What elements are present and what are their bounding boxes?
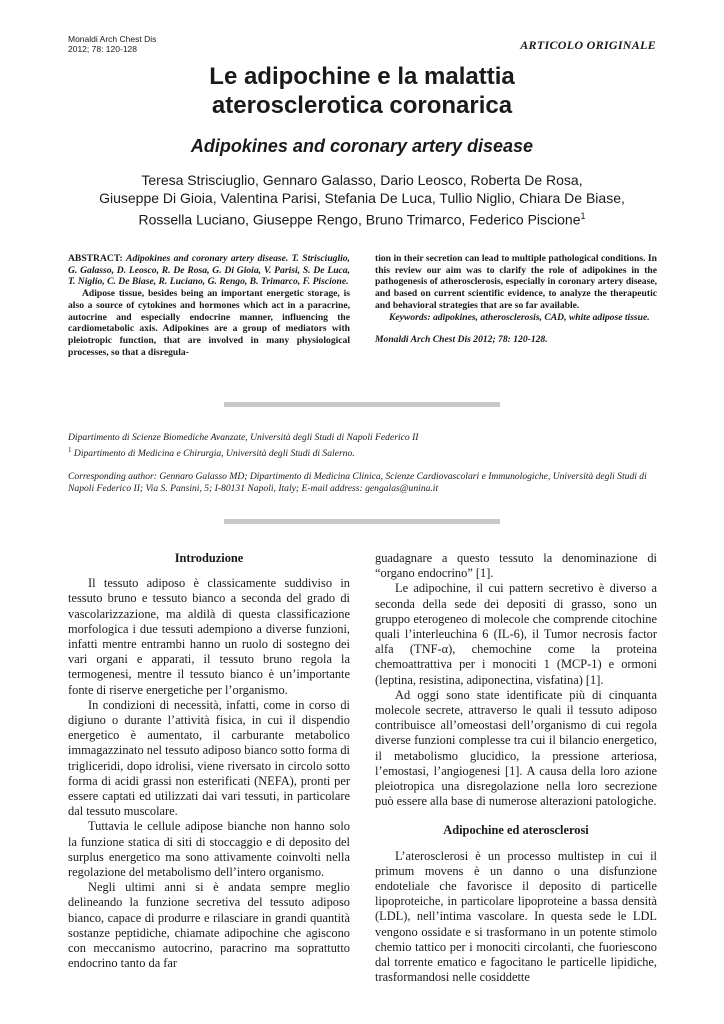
body-left-column bbox=[68, 551, 350, 971]
separator-rule bbox=[224, 402, 500, 407]
authors-line-3: Rossella Luciano, Giuseppe Rengo, Bruno Trimarco, Federico Piscione bbox=[138, 211, 581, 228]
section-heading-atherosclerosis: Adipochine ed aterosclerosi bbox=[443, 823, 589, 838]
abstract-keywords: Keywords: adipokines, atherosclerosis, CAD, white adipose tissue. bbox=[389, 311, 650, 323]
author-list bbox=[60, 171, 664, 229]
paragraph: In condizioni di necessità, infatti, come in corso di digiuno o durante l’attività fisica, in cui il dispendio energetico è aumentato, il carburante metabolico immagazzinato nel tessuto adiposo bianco sotto forma di trigliceridi, dopo idrolisi, viene riversato in circolo sotto forma di acidi grassi non esterificati (NEFA), pronti per essere captati ed utilizzati dai vari tessuti, in particolare dal tessuto muscolare. bbox=[68, 697, 350, 819]
journal-name: Monaldi Arch Chest Dis bbox=[68, 34, 157, 44]
abstract-left-column bbox=[68, 253, 350, 358]
body-right-column bbox=[375, 551, 657, 985]
affiliation-mark-2: 1 bbox=[68, 446, 72, 454]
section-label: ARTICOLO ORIGINALE bbox=[520, 38, 656, 52]
abstract-body-right: tion in their secretion can lead to multiple pathological conditions. In this review our aim was to clarify the role of adipokines in the pathogenesis of atherosclerosis, especially in coronary artery disease, and based on current scientific evidence, to analyze the therapeutic and behavioral strategies that are so far available. bbox=[375, 253, 657, 311]
affiliation-2: Dipartimento di Medicina e Chirurgia, Università degli Studi di Salerno. bbox=[71, 448, 355, 460]
section-heading-intro: Introduzione bbox=[174, 551, 244, 565]
paragraph: Il tessuto adiposo è classicamente suddiviso in tessuto bruno e tessuto bianco a seconda del grado di vascolarizzazione, ma aldilà di questa classificazione morfologica i due tessuti adempiono a diverse funzioni, infatti mentre entrambi hanno un ruolo di sostegno dei vari organi e apparati, il tessuto bruno regola la termogenesi, mentre il tessuto bianco è un’importante fonte di riserve energetiche per l’organismo. bbox=[68, 576, 350, 697]
paragraph: Negli ultimi anni si è andata sempre meglio delineando la funzione secretiva del tessuto adiposo bianco, capace di produrre e rilasciare in grandi quantità sostanze peptidiche, chiamate adipochine che agiscono con meccanismo autocrino, paracrino ma soprattutto endocrino tanto da far bbox=[68, 880, 350, 971]
paragraph: Le adipochine, il cui pattern secretivo è diverso a seconda della sede dei depositi di grasso, sono un gruppo eterogeneo di molecole che comprende citochine quali l’interleuchina 6 (IL-6), il Tumor necrosis factor alfa (TNF-α), chemochine come la proteina chemoattrattiva per i monociti 1 (MCP-1) e ormoni (leptina, resistina, adiponectina, visfatina) [1]. bbox=[375, 581, 657, 687]
article-subtitle: Adipokines and coronary artery disease bbox=[190, 136, 534, 156]
affiliations bbox=[68, 432, 658, 495]
paragraph: L’aterosclerosi è un processo multistep in cui il primum movens è un danno o una disfunzione endoteliale che favorisce il deposito di particelle lipoproteiche, in particolare lipoproteine a bassa densità (LDL), nell’intima vascolare. In questa sede le LDL vengono ossidate e si trasformano in un potente stimolo chemio tattico per i monociti circolanti, che fuoriescono dal torrente ematico e fagocitano le particelle lipidiche, trasformandosi nelle cosiddette bbox=[375, 848, 657, 985]
journal-reference bbox=[68, 34, 268, 54]
paragraph: Tuttavia le cellule adipose bianche non hanno solo la funzione statica di siti di stoccaggio e di deposito del surplus energetico ma sono attivamente coinvolti nella regolazione del metabolismo dell’intero organismo. bbox=[68, 819, 350, 880]
journal-volume: 2012; 78: 120-128 bbox=[68, 44, 138, 54]
affiliation-1: Dipartimento di Scienze Biomediche Avanzate, Università degli Studi di Napoli Federico II bbox=[68, 432, 419, 443]
title-line-2: aterosclerotica coronarica bbox=[211, 92, 513, 119]
abstract-right-column bbox=[375, 253, 657, 346]
abstract-body-left: Adipose tissue, besides being an important energetic storage, is also a source of cytokines and hormones which act in a paracrine, autocrine and especially endocrine manner, influencing the cardiometabolic axis. Adipokines are a group of mediators with pleiotropic function, that are involved in many physiological processes, so that a disregula- bbox=[68, 288, 350, 358]
abstract-label: ABSTRACT: bbox=[68, 253, 123, 264]
authors-line-2: Giuseppe Di Gioia, Valentina Parisi, Stefania De Luca, Tullio Niglio, Chiara De Biase, bbox=[99, 190, 625, 206]
corresponding-author: Corresponding author: Gennaro Galasso MD; Dipartimento di Medicina Clinica, Scienze Cardiovascolari e Immunologiche, Università degli Studi di Napoli Federico II; Via S. Pansini, 5; I-80131 Napoli, Italy; E-mail address: gengalas@unina.it bbox=[68, 471, 647, 495]
separator-rule bbox=[224, 519, 500, 524]
paragraph: Ad oggi sono state identificate più di cinquanta molecole secrete, attraverso le quali il tessuto adiposo contribuisce all’omeostasi dell’organismo di cui regola diverse funzioni complesse tra cui il bilancio energetico, il metabolismo glucidico, la pressione arteriosa, l’emostasi, l’angiogenesi [1]. A causa della loro azione pleiotropica una disregolazione nella loro secrezione può essere alla base di numerose alterazioni patologiche. bbox=[375, 687, 657, 809]
abstract-citation: Adipokines and coronary artery disease. T. Strisciuglio, G. Galasso, D. Leosco, R. De Rosa, G. Di Gioia, V. Parisi, S. De Luca, T. Niglio, C. De Biase, R. Luciano, G. Rengo, B. Trimarco, F. Piscione. bbox=[68, 253, 350, 288]
authors-line-1: Teresa Strisciuglio, Gennaro Galasso, Dario Leosco, Roberta De Rosa, bbox=[141, 172, 583, 188]
title-line-1: Le adipochine e la malattia bbox=[209, 63, 515, 90]
paragraph: guadagnare a questo tessuto la denominazione di “organo endocrino” [1]. bbox=[375, 551, 657, 581]
abstract-reference: Monaldi Arch Chest Dis 2012; 78: 120-128. bbox=[375, 334, 548, 346]
affiliation-mark: 1 bbox=[580, 211, 586, 221]
article-title bbox=[60, 62, 664, 120]
